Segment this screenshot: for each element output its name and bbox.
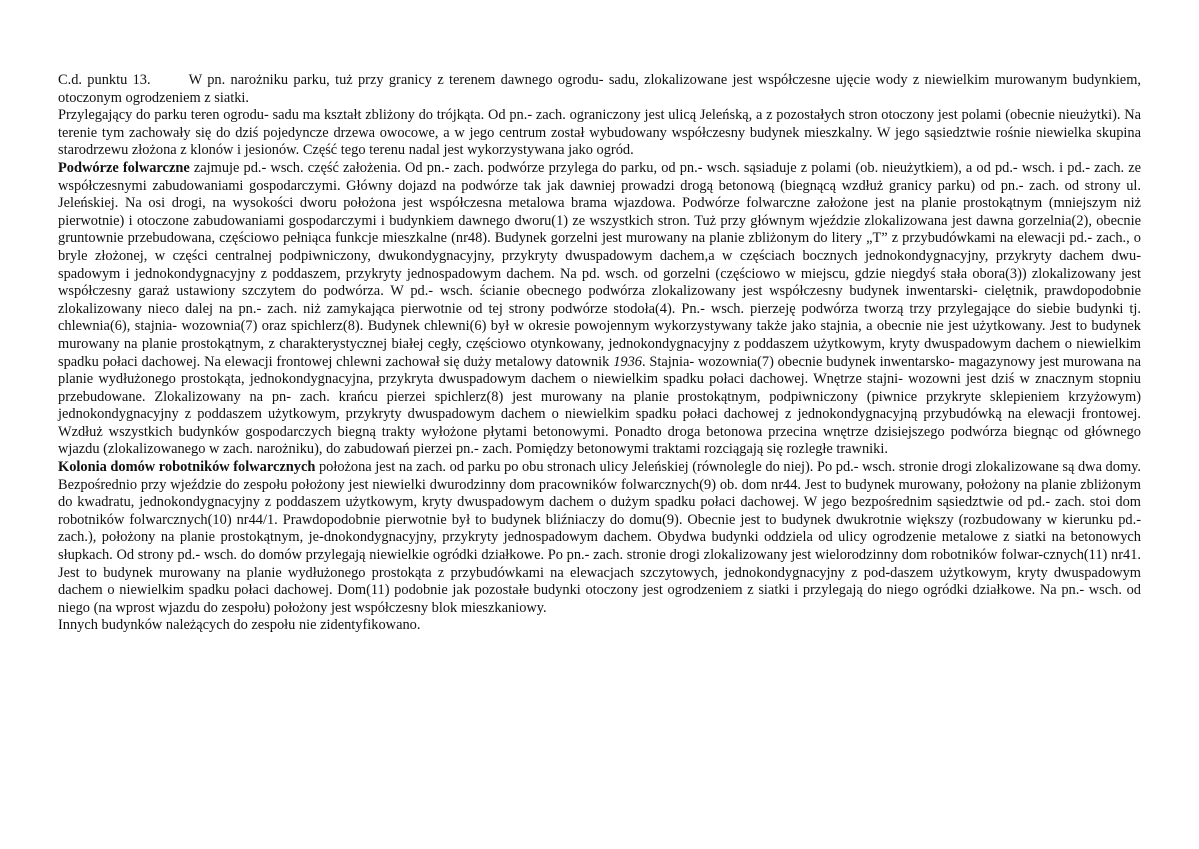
paragraph-intro (58, 72, 1141, 107)
paragraph-text: . Stajnia- wozownia(7) obecnie budynek inwentarsko- magazynowy jest murowana na planie wydłużonego prostokąta, jednokondygnacyjna, przykryta dwuspadowym dachem o niewielkim spadku połaci dachowej. Wnętrze stajni- wozowni jest dziś w znacznym stopniu przebudowane. Zlokalizowany na pn- zach. krańcu pierzei spichlerz(8) jest murowany na planie prostokątnym, podpiwniczony (piwnice przykryte sklepieniem krzyżowym) jednokondygnacyjny z poddaszem użytkowym, przykryty dwuspadowym dachem o niewielkim spadku połaci dachowej z jednokondygnacyjną przybudówką na elewacji frontowej. Wzdłuż wszystkich budynków gospodarczych biegną trakty wyłożone płytami betonowymi. Ponadto droga betonowa przecina wnętrze dzisiejszego podwórza biegnąc od głównego wjazdu (zlokalizowanego w zach. narożniku), do zabudowań pierzei pn.- zach. Pomiędzy betonowymi traktami rozciągają się rozległe trawniki. (58, 353, 1141, 458)
date-stamp-year: 1936 (613, 353, 642, 370)
paragraph-closing: Innych budynków należących do zespołu nie zidentyfikowano. (58, 617, 421, 634)
paragraph-text: położona jest na zach. od parku po obu stronach ulicy Jeleńskiej (równolegle do niej). Po pd.- wsch. stronie drogi zlokalizowane są dwa domy. Bezpośrednio przy wjeździe do zespołu położony jest niewielki dwurodzinny dom pracowników folwarcznych(9) ob. dom nr44. Jest to budynek murowany, położony na planie zbliżonym do kwadratu, jednokondygnacyjny z poddaszem użytkowym, kryty dwuspadowym dachem o dużym spadku połaci dachowej. W jego bezpośrednim sąsiedztwie od pd.- zach. stoi dom robotników folwarcznych(10) nr44/1. Prawdopodobnie pierwotnie był to budynek bliźniaczy do domu(9). Obecnie jest to budynek dwukrotnie większy (rozbudowany w kierunku pd.- zach.), położony na planie prostokątnym, je-dnokondygnacyjny, przykryty jednospadowym dachem. Obydwa budynki oddziela od ulicy ogrodzenie metalowe z siatki na betonowych słupkach. Od strony pd.- wsch. do domów przylegają niewielkie ogródki działkowe. Po pn.- zach. stronie drogi zlokalizowany jest wielorodzinny dom robotników folwar-cznych(11) nr41. Jest to budynek murowany na planie wydłużonego prostokąta z przybudówkami na elewacjach szczytowych, jednokondygnacyjny z pod-daszem użytkowym, kryty dwuspadowym dachem o niewielkim spadku połaci dachowej. Dom(11) podobnie jak pozostałe budynki otoczony jest ogrodzeniem z siatki i przylegają do niego ogródki działkowe. Na pn.- wsch. od niego (na wprost wjazdu do zespołu) położony jest współczesny blok mieszkaniowy. (58, 459, 1141, 616)
paragraph-text: W pn. narożniku parku, tuż przy granicy z terenem dawnego ogrodu- sadu, zlokalizowane jest współczesne ujęcie wody z niewielkim murowanym budynkiem, otoczonym ogrodzeniem z siatki. (58, 72, 1141, 106)
paragraph-workers-colony (58, 459, 1141, 617)
section-heading-farmyard: Podwórze folwarczne (58, 159, 190, 176)
section-heading-workers-colony: Kolonia domów robotników folwarcznych (58, 459, 316, 476)
paragraph-text: zajmuje pd.- wsch. część założenia. Od pn.- zach. podwórze przylega do parku, od pn.- wsch. sąsiaduje z polami (ob. nieużytkiem), a od pd.- wsch. i pd.- zach. ze współczesnymi zabudowaniami gospodarczymi. Główny dojazd na podwórze tak jak dawniej prowadzi drogą betonową (biegnącą wzdłuż granicy parku) od pn.- zach. od strony ul. Jeleńskiej. Na osi drogi, na wysokości dworu położona jest współczesna metalowa brama wjazdowa. Podwórze folwarczne założone jest na planie prostokątnym (mniejszym niż pierwotnie) i otoczone zabudowaniami gospodarczymi i budynkiem dawnego dworu(1) ze wszystkich stron. Tuż przy głównym wjeździe zlokalizowana jest dawna gorzelnia(2), obecnie gruntownie przebudowana, częściowo pełniąca funkcje mieszkalne (nr48). Budynek gorzelni jest murowany na planie zbliżonym do litery „T” z przybudówkami na elewacji pd.- zach., o bryle złożonej, w części centralnej podpiwniczony, dwukondygnacyjny, przykryty dwuspadowym dachem,a w częściach bocznych jednokondygnacyjny, przykryty dachem dwu-spadowym i jednokondygnacyjny z poddaszem, przykryty jednospadowym dachem. Na pd. wsch. od gorzelni (częściowo w miejscu, gdzie niegdyś stała obora(3)) zlokalizowany jest współczesny garaż ustawiony szczytem do podwórza. W pd.- wsch. ścianie obecnego podwórza zlokalizowany jest współczesny budynek inwentarski- cielętnik, prawdopodobnie zlokalizowany nieco dalej na pn.- zach. niż zamykająca pierwotnie od tej strony podwórze stodoła(4). Pn.- wsch. pierzeję podwórza tworzą trzy przylegające do siebie budynki tj. chlewnia(6), stajnia- wozownia(7) oraz spichlerz(8). Budynek chlewni(6) był w okresie powojennym wykorzystywany także jako stajnia, a obecnie nie jest użytkowany. Jest to budynek murowany na planie prostokątnym, z charakterystycznej białej cegły, częściowo otynkowany, jednokondygnacyjny z poddaszem użytkowym, kryty dwuspadowym dachem o niewielkim spadku połaci dachowej. Na elewacji frontowej chlewni zachował się duży metalowy datownik (58, 159, 1142, 370)
paragraph-orchard: Przylegający do parku teren ogrodu- sadu ma kształt zbliżony do trójkąta. Od pn.- zach. ograniczony jest ulicą Jeleńską, a z pozostałych stron otoczony jest polami (obecnie nieużytki). Na terenie tym zachowały się do dziś pojedyncze drzewa owocowe, a w jego centrum został wybudowany współczesny budynek mieszkalny. W jego sąsiedztwie rośnie niewielka skupina starodrzewu złożona z klonów i jesionów. Część tego terenu nadal jest wykorzystywana jako ogród. (58, 107, 1141, 159)
paragraph-farmyard (58, 160, 1141, 459)
section-label: C.d. punktu 13. (58, 72, 151, 88)
